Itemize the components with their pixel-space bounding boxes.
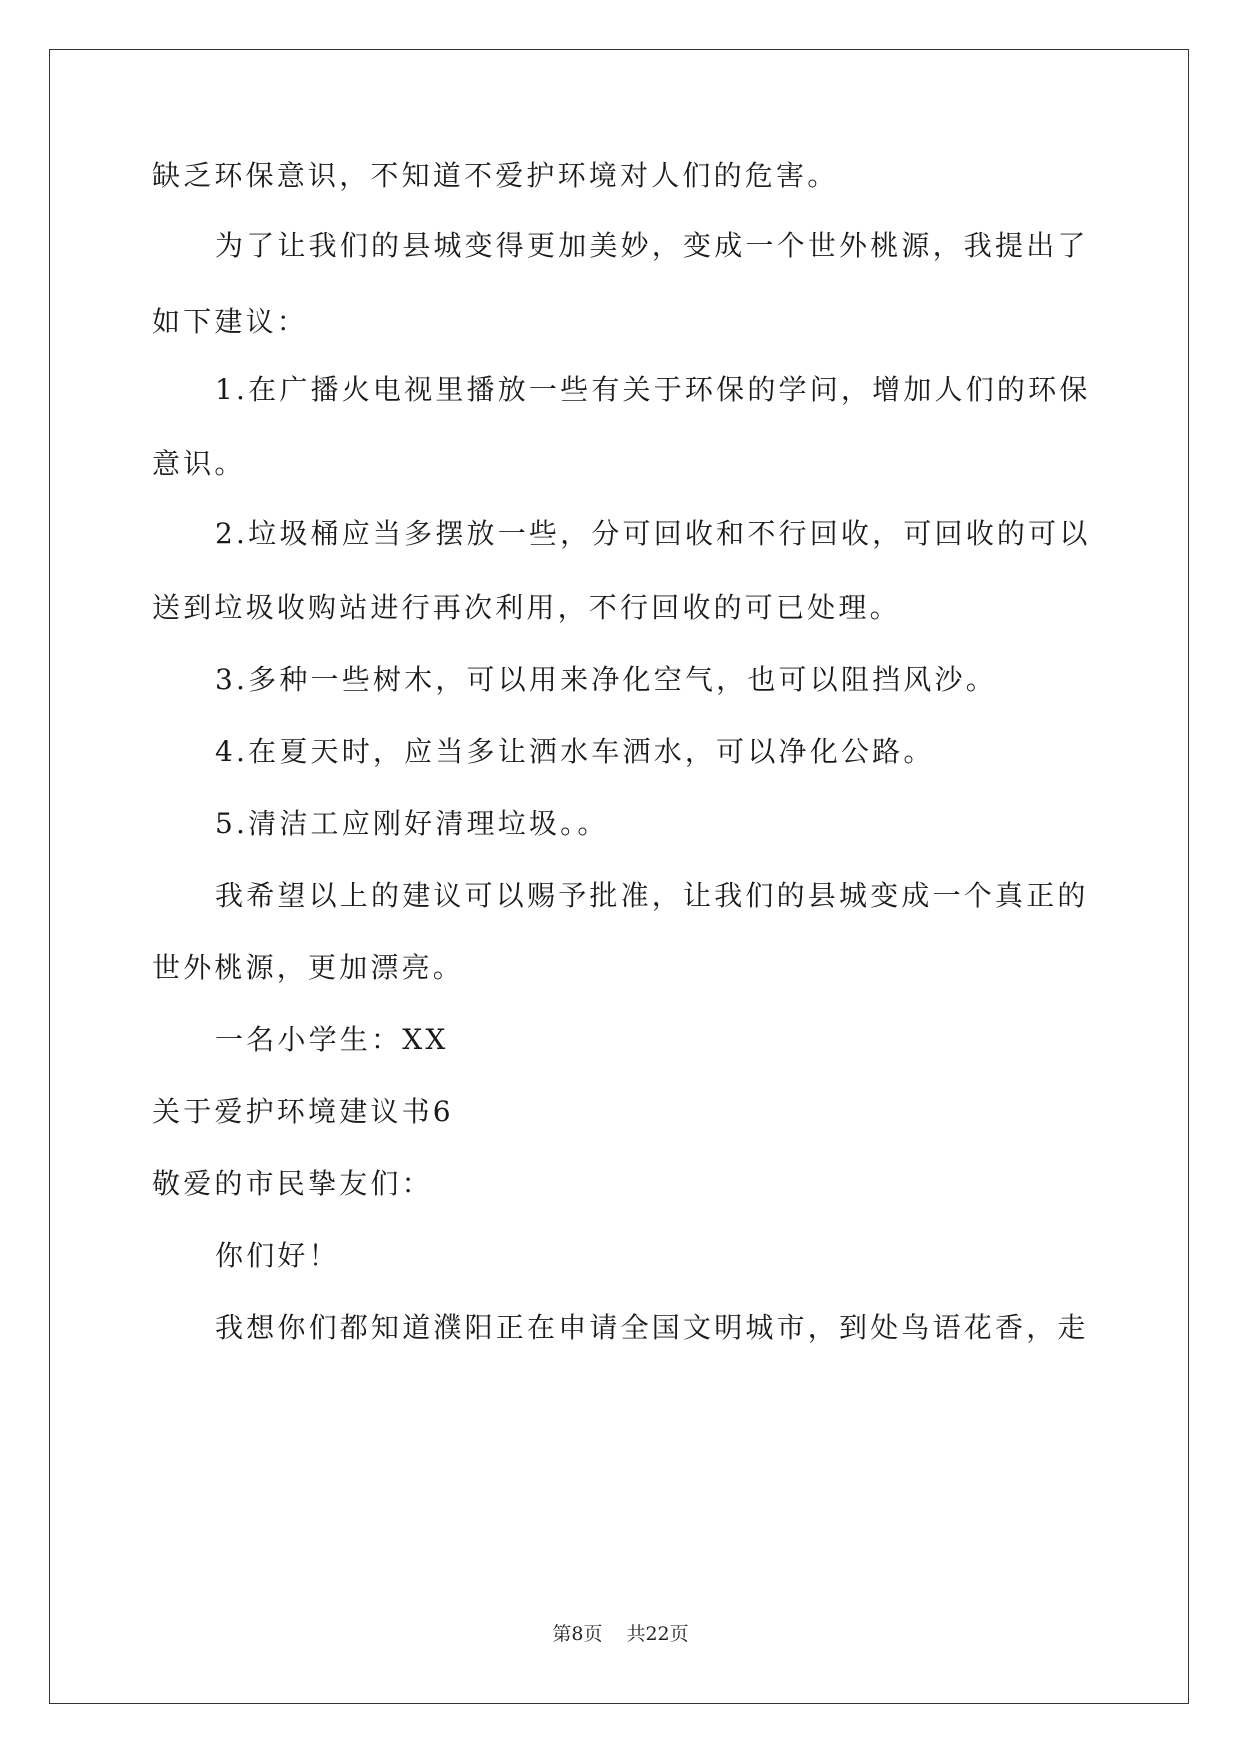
text-line-suggestion-2: 2.垃圾桶应当多摆放一些，分可回收和不行回收，可回收的可以	[215, 517, 1091, 550]
page-total: 共22页	[626, 1623, 689, 1645]
text-line-continuation: 缺乏环保意识，不知道不爱护环境对人们的危害。	[152, 159, 839, 192]
text-line-closing-cont: 世外桃源，更加漂亮。	[152, 951, 465, 984]
text-line-suggestion-5: 5.清洁工应刚好清理垃圾。。	[215, 807, 609, 840]
text-line-closing: 我希望以上的建议可以赐予批准，让我们的县城变成一个真正的	[215, 879, 1089, 912]
greeting-line: 你们好！	[215, 1239, 340, 1272]
page-footer	[0, 1622, 1241, 1646]
text-line-suggestion-1: 1.在广播火电视里播放一些有关于环保的学问，增加人们的环保	[215, 373, 1091, 406]
section-heading: 关于爱护环境建议书6	[152, 1095, 454, 1128]
page-border	[49, 49, 1189, 1704]
text-line-suggestion-3: 3.多种一些树木，可以用来净化空气，也可以阻挡风沙。	[215, 663, 997, 696]
salutation-line: 敬爱的市民挚友们：	[152, 1167, 433, 1200]
signature-line: 一名小学生：XX	[215, 1023, 449, 1056]
text-line-intro: 为了让我们的县城变得更加美妙，变成一个世外桃源，我提出了	[215, 229, 1089, 262]
text-line-suggestion-1-cont: 意识。	[152, 447, 246, 480]
text-line-letter-body: 我想你们都知道濮阳正在申请全国文明城市，到处鸟语花香，走	[215, 1311, 1089, 1344]
text-line-intro-cont: 如下建议：	[152, 305, 309, 338]
text-line-suggestion-4: 4.在夏天时，应当多让洒水车洒水，可以净化公路。	[215, 735, 935, 768]
text-line-suggestion-2-cont: 送到垃圾收购站进行再次利用，不行回收的可已处理。	[152, 591, 901, 624]
page-number: 第8页	[552, 1623, 603, 1645]
